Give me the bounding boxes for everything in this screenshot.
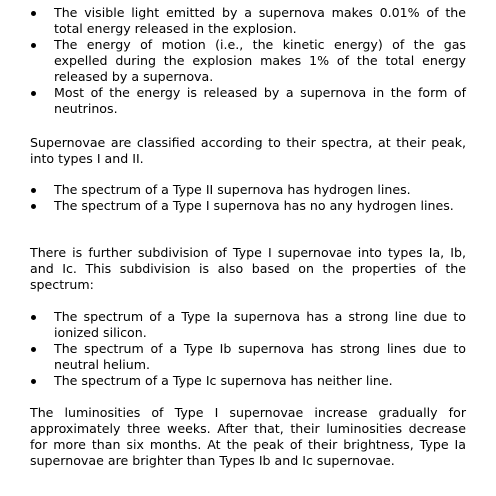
bullet-icon [31,347,36,352]
energy-bullet-list [0,5,496,117]
list-item-text: The spectrum of a Type Ib supernova has strong lines due to neutral helium. [54,341,466,372]
bullet-icon [31,379,36,384]
list-item-text: The visible light emitted by a supernova makes 0.01% of the total energy released in the explosion. [54,5,466,36]
list-item [0,341,496,373]
subtype-bullet-list [0,309,496,389]
list-item [0,373,496,389]
list-item-text: The spectrum of a Type Ia supernova has a strong line due to ionized silicon. [54,309,466,340]
bullet-icon [31,204,36,209]
list-item-text: The spectrum of a Type II supernova has hydrogen lines. [54,182,411,197]
subdivision-paragraph: There is further subdivision of Type I supernovae into types Ia, Ib, and Ic. This subdivision is also based on the properties of the spectrum: [30,245,466,292]
type-bullet-list [0,182,496,214]
list-item [0,37,496,85]
bullet-icon [31,11,36,16]
list-item [0,85,496,117]
list-item [0,182,496,198]
classification-paragraph: Supernovae are classified according to their spectra, at their peak, into types I and II. [30,135,466,166]
list-item-text: Most of the energy is released by a supernova in the form of neutrinos. [54,85,466,116]
bullet-icon [31,91,36,96]
list-item [0,5,496,37]
list-item [0,198,496,214]
list-item-text: The energy of motion (i.e., the kinetic energy) of the gas expelled during the explosion makes 1% of the total energy released by a supernova. [54,37,466,84]
bullet-icon [31,188,36,193]
list-item-text: The spectrum of a Type Ic supernova has neither line. [54,373,393,388]
bullet-icon [31,43,36,48]
list-item [0,309,496,341]
luminosity-paragraph: The luminosities of Type I supernovae increase gradually for approximately three weeks. After that, their luminosities decrease for more than six months. At the peak of their brightness, Type Ia supernovae are brighter than Types Ib and Ic supernovae. [30,405,466,468]
list-item-text: The spectrum of a Type I supernova has no any hydrogen lines. [54,198,454,213]
bullet-icon [31,315,36,320]
